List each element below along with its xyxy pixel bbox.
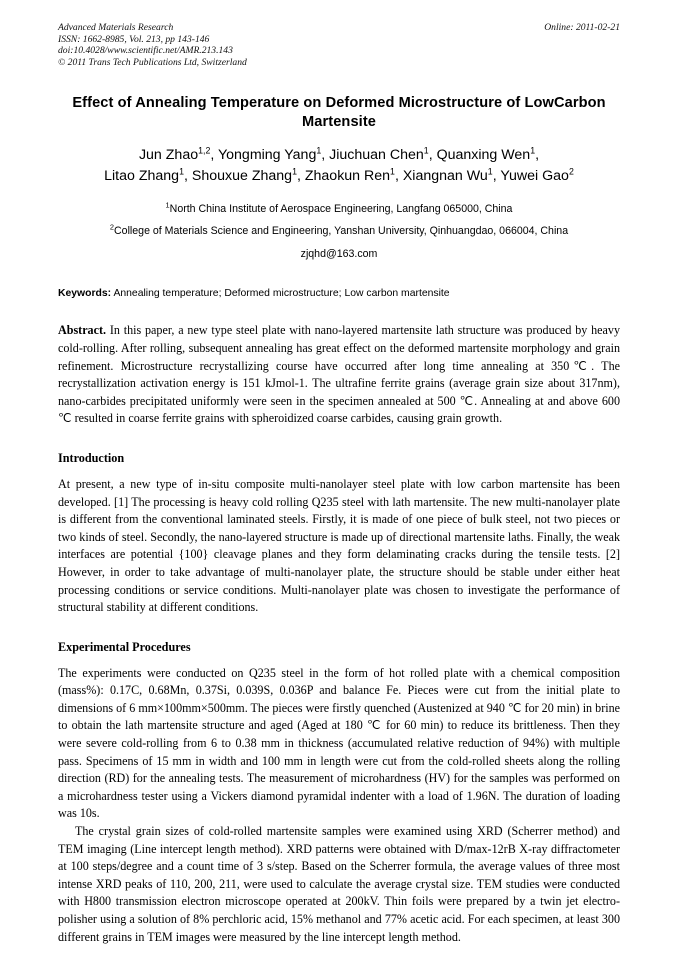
author-affiliation-marker: 1 <box>316 145 322 156</box>
online-date: Online: 2011-02-21 <box>544 22 620 33</box>
author-name <box>403 168 493 184</box>
author-name <box>437 147 536 163</box>
author-name <box>305 168 395 184</box>
contact-email: zjqhd@163.com <box>300 248 378 261</box>
affiliation-list <box>58 198 620 242</box>
keywords-label: Keywords: <box>58 288 112 300</box>
affiliation-marker: 1 <box>165 200 170 210</box>
abstract-paragraph <box>58 322 620 428</box>
page-title: Effect of Annealing Temperature on Deformed Microstructure of LowCarbon Martensite <box>72 95 606 131</box>
affiliation-text: College of Materials Science and Engineering, Yanshan University, Qinhuangdao, 066004, China <box>114 225 569 238</box>
author-affiliation-marker: 1,2 <box>198 145 211 156</box>
author-affiliation-marker: 1 <box>423 145 429 156</box>
journal-name: Advanced Materials Research <box>58 22 174 33</box>
author-list <box>58 145 620 187</box>
author-affiliation-marker: 1 <box>487 166 493 177</box>
author-name-text: Shouxue Zhang <box>191 168 293 185</box>
author-name <box>192 168 297 184</box>
author-affiliation-marker: 1 <box>292 166 297 177</box>
section-paragraph: At present, a new type of in-situ composite multi-nanolayer steel plate with low carbon martensite has been developed. [1] The processing is heavy cold rolling Q235 steel with lath martensite. The new multi-nanolayer plate is different from the conventional laminated steels. Firstly, it is made of one piece of bulk steel, not two pieces or two kinds of steel. Secondly, the nano-layered structure is made up of directional martensite laths. Finally, the weak interfaces are potential {100} cleavage planes and they form delaminating cracks during the tensile tests. [2] However, in order to take advantage of multi-nanolayer plate, the structure should be stable under either heat processing conditions or service conditions. Multi-nanolayer plate was chosen to investigate the performance of structural stability at different conditions. <box>58 476 620 615</box>
journal-issn: ISSN: 1662-8985, Vol. 213, pp 143-146 <box>58 33 210 45</box>
section-paragraph: The experiments were conducted on Q235 steel in the form of hot rolled plate with a chemical composition (mass%): 0.17C, 0.68Mn, 0.37Si, 0.039S, 0.036P and balance Fe. Pieces were cut from the initial plate to dimensions of 6 mm×100mm×500mm. The pieces were firstly quenched (Austenized at 940 ℃ for 20 min) in brine to obtain the lath martensite structure and aged (Aged at 180 ℃ for 60 min) to reduce its brittleness. Then they were severe cold-rolling from 6 to 0.38 mm in thickness (accumulated relative reduction of 94%) with multiple pass. Specimens of 15 mm in width and 100 mm in length were cut from the cold-rolled sheets along the rolling direction (RD) for the annealing tests. The measurement of microhardness (HV) for the samples was performed on a microhardness tester using a Vickers diamond pyramidal indenter with a load of 1.96N. The duration of loading was 10s. <box>58 665 620 821</box>
author-name-text: Yuwei Gao <box>500 168 569 185</box>
keywords-text: Annealing temperature; Deformed microstructure; Low carbon martensite <box>111 288 450 300</box>
author-name-text: Quanxing Wen <box>436 147 531 164</box>
author-affiliation-marker: 1 <box>179 166 184 177</box>
author-line-1: Jun Zhao$^{1,2}$, Yongming Yang$^1$, Jiuchuan Chen$^1$, Quanxing Wen$^1$, <box>138 145 540 164</box>
author-name-text: Yongming Yang <box>217 147 317 164</box>
author-affiliation-marker: 1 <box>530 145 536 156</box>
author-name <box>329 147 429 163</box>
section-heading: Introduction <box>58 450 125 465</box>
abstract-text: In this paper, a new type steel plate with nano-layered martensite lath structure was produced by heavy cold-rolling. After rolling, subsequent annealing has great effect on the deformed martensite morphology and grain refinement. Microstructure recrystallizing course have occurred after long time annealing at 350℃. The recrystallization activation energy is 151 kJmol-1. The ultrafine ferrite grains (average grain size about 317nm), nano-carbides precipitated uniformly were seen in the specimen annealed at 500 ℃. Annealing at and above 600 ℃ resulted in coarse ferrite grains with spheroidized coarse carbides, causing grain growth. <box>58 323 620 426</box>
author-name-text: Zhaokun Ren <box>304 168 391 185</box>
author-name-text: Xiangnan Wu <box>402 168 488 185</box>
author-affiliation-marker: 2 <box>568 166 574 177</box>
author-name-text: Litao Zhang <box>104 168 180 185</box>
author-name-text: Jun Zhao <box>138 147 199 164</box>
journal-doi: doi:10.4028/www.scientific.net/AMR.213.143 <box>58 45 233 57</box>
affiliation-text: North China Institute of Aerospace Engineering, Langfang 065000, China <box>169 203 513 216</box>
affiliation-item <box>58 220 620 242</box>
author-name-text: Jiuchuan Chen <box>329 147 424 164</box>
keywords-line <box>58 287 620 301</box>
journal-copyright: © 2011 Trans Tech Publications Ltd, Switzerland <box>58 56 247 68</box>
author-affiliation-marker: 1 <box>390 166 395 177</box>
author-name <box>139 147 210 163</box>
author-name <box>500 168 574 184</box>
section-heading: Experimental Procedures <box>58 639 191 654</box>
author-line-2: Litao Zhang$^1$, Shouxue Zhang$^1$, Zhaokun Ren$^1$, Xiangnan Wu$^1$, Yuwei Gao$^2$ <box>104 166 574 185</box>
affiliation-item <box>58 198 620 220</box>
affiliation-marker: 2 <box>109 222 115 232</box>
section-paragraph: The crystal grain sizes of cold-rolled martensite samples were examined using XRD (Scherrer method) and TEM imaging (Line intercept length method). XRD patterns were obtained with D/max-12rB X-ray diffractometer at 100 steps/degree and a count time of 3 s/step. Based on the Scherrer formula, the average values of three most intense XRD peaks of 110, 200, 211, were used to calculate the average crystal size. TEM studies were conducted with H800 transmission electron microscope operated at 200kV. Thin foils were prepared by a twin jet electro-polisher using a solution of 8% perchloric acid, 15% methanol and 77% acetic acid. For each specimen, at least 300 different grains in TEM images were measured by the line intercept length method. <box>58 824 620 944</box>
journal-header <box>58 22 620 68</box>
abstract-label: Abstract. <box>58 323 107 338</box>
author-name <box>104 168 184 184</box>
author-name <box>218 147 321 163</box>
sections-container <box>58 450 620 946</box>
